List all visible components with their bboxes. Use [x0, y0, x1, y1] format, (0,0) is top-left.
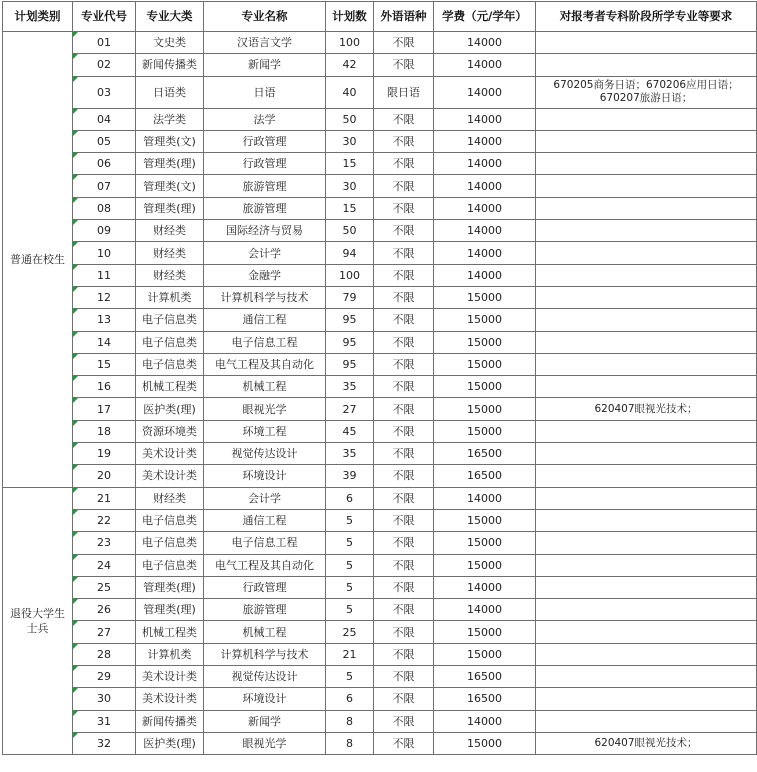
major-name-cell: 新闻学: [204, 710, 326, 732]
major-code-cell: 17: [73, 398, 136, 420]
major-code-cell: 21: [73, 487, 136, 509]
foreign-language-cell: 不限: [374, 710, 434, 732]
requirements-cell: [536, 666, 757, 688]
requirements-cell: [536, 175, 757, 197]
table-body: [3, 32, 757, 755]
foreign-language-cell: 不限: [374, 509, 434, 531]
requirements-cell: 620407眼视光技术；: [536, 732, 757, 754]
major-class-cell: 计算机类: [136, 643, 204, 665]
major-name-cell: 环境设计: [204, 465, 326, 487]
major-name-cell: 通信工程: [204, 309, 326, 331]
major-code-cell: 27: [73, 621, 136, 643]
plan-count-cell: 5: [326, 532, 374, 554]
major-class-cell: 管理类(文): [136, 130, 204, 152]
major-class-cell: 管理类(文): [136, 175, 204, 197]
table-row: [3, 220, 757, 242]
tuition-cell: 15000: [434, 331, 536, 353]
requirements-cell: [536, 309, 757, 331]
major-code-cell: 01: [73, 32, 136, 54]
plan-count-cell: 39: [326, 465, 374, 487]
plan-count-cell: 94: [326, 242, 374, 264]
foreign-language-cell: 不限: [374, 108, 434, 130]
major-code-cell: 05: [73, 130, 136, 152]
major-name-cell: 电气工程及其自动化: [204, 554, 326, 576]
tuition-cell: 15000: [434, 554, 536, 576]
major-code-cell: 32: [73, 732, 136, 754]
requirements-cell: [536, 220, 757, 242]
tuition-cell: 15000: [434, 398, 536, 420]
foreign-language-cell: 不限: [374, 554, 434, 576]
plan-count-cell: 45: [326, 420, 374, 442]
table-row: [3, 576, 757, 598]
major-name-cell: 视觉传达设计: [204, 666, 326, 688]
header-plan-category: 计划类别: [3, 2, 73, 32]
tuition-cell: 14000: [434, 710, 536, 732]
table-row: [3, 666, 757, 688]
major-name-cell: 日语: [204, 76, 326, 108]
table-row: [3, 264, 757, 286]
table-row: [3, 443, 757, 465]
major-name-cell: 旅游管理: [204, 599, 326, 621]
table-row: [3, 398, 757, 420]
major-name-cell: 旅游管理: [204, 197, 326, 219]
requirements-cell: [536, 197, 757, 219]
foreign-language-cell: 不限: [374, 153, 434, 175]
foreign-language-cell: 不限: [374, 376, 434, 398]
major-code-cell: 11: [73, 264, 136, 286]
tuition-cell: 14000: [434, 487, 536, 509]
requirements-cell: [536, 353, 757, 375]
major-code-cell: 02: [73, 54, 136, 76]
table-row: [3, 76, 757, 108]
major-name-cell: 通信工程: [204, 509, 326, 531]
major-code-cell: 25: [73, 576, 136, 598]
foreign-language-cell: 不限: [374, 532, 434, 554]
foreign-language-cell: 不限: [374, 286, 434, 308]
tuition-cell: 14000: [434, 130, 536, 152]
major-name-cell: 旅游管理: [204, 175, 326, 197]
requirements-cell: [536, 153, 757, 175]
major-code-cell: 28: [73, 643, 136, 665]
foreign-language-cell: 不限: [374, 487, 434, 509]
major-code-cell: 08: [73, 197, 136, 219]
requirements-cell: [536, 130, 757, 152]
tuition-cell: 15000: [434, 376, 536, 398]
table-row: [3, 353, 757, 375]
major-class-cell: 财经类: [136, 220, 204, 242]
major-class-cell: 管理类(理): [136, 599, 204, 621]
foreign-language-cell: 不限: [374, 643, 434, 665]
major-code-cell: 13: [73, 309, 136, 331]
major-class-cell: 电子信息类: [136, 353, 204, 375]
header-row: [3, 2, 757, 32]
requirements-cell: [536, 688, 757, 710]
major-name-cell: 计算机科学与技术: [204, 643, 326, 665]
table-row: [3, 420, 757, 442]
tuition-cell: 14000: [434, 54, 536, 76]
major-code-cell: 29: [73, 666, 136, 688]
foreign-language-cell: 不限: [374, 599, 434, 621]
table-row: [3, 710, 757, 732]
major-class-cell: 财经类: [136, 264, 204, 286]
plan-count-cell: 8: [326, 710, 374, 732]
table-row: [3, 688, 757, 710]
plan-count-cell: 50: [326, 220, 374, 242]
major-name-cell: 眼视光学: [204, 732, 326, 754]
major-name-cell: 行政管理: [204, 153, 326, 175]
major-class-cell: 电子信息类: [136, 509, 204, 531]
requirements-cell: [536, 643, 757, 665]
tuition-cell: 14000: [434, 264, 536, 286]
plan-count-cell: 6: [326, 688, 374, 710]
major-class-cell: 财经类: [136, 242, 204, 264]
plan-count-cell: 15: [326, 153, 374, 175]
table-row: [3, 130, 757, 152]
requirements-cell: [536, 376, 757, 398]
tuition-cell: 14000: [434, 76, 536, 108]
tuition-cell: 14000: [434, 576, 536, 598]
plan-count-cell: 100: [326, 32, 374, 54]
major-class-cell: 管理类(理): [136, 197, 204, 219]
major-code-cell: 06: [73, 153, 136, 175]
major-code-cell: 19: [73, 443, 136, 465]
major-name-cell: 机械工程: [204, 621, 326, 643]
major-code-cell: 18: [73, 420, 136, 442]
major-name-cell: 金融学: [204, 264, 326, 286]
table-row: [3, 621, 757, 643]
major-class-cell: 美术设计类: [136, 443, 204, 465]
major-class-cell: 日语类: [136, 76, 204, 108]
major-code-cell: 09: [73, 220, 136, 242]
requirements-cell: [536, 443, 757, 465]
foreign-language-cell: 不限: [374, 242, 434, 264]
tuition-cell: 16500: [434, 465, 536, 487]
plan-count-cell: 35: [326, 443, 374, 465]
plan-count-cell: 100: [326, 264, 374, 286]
header-major-code: 专业代号: [73, 2, 136, 32]
major-code-cell: 14: [73, 331, 136, 353]
tuition-cell: 14000: [434, 197, 536, 219]
table-row: [3, 108, 757, 130]
table-row: [3, 242, 757, 264]
requirements-cell: [536, 264, 757, 286]
major-code-cell: 23: [73, 532, 136, 554]
plan-category-cell: 退役大学生士兵: [3, 487, 73, 755]
major-name-cell: 电子信息工程: [204, 331, 326, 353]
requirements-cell: [536, 554, 757, 576]
plan-count-cell: 40: [326, 76, 374, 108]
tuition-cell: 15000: [434, 420, 536, 442]
table-row: [3, 509, 757, 531]
requirements-cell: [536, 32, 757, 54]
tuition-cell: 15000: [434, 621, 536, 643]
major-name-cell: 会计学: [204, 242, 326, 264]
tuition-cell: 15000: [434, 532, 536, 554]
table-row: [3, 643, 757, 665]
foreign-language-cell: 不限: [374, 465, 434, 487]
table-row: [3, 554, 757, 576]
major-name-cell: 会计学: [204, 487, 326, 509]
requirements-cell: [536, 509, 757, 531]
foreign-language-cell: 不限: [374, 32, 434, 54]
major-name-cell: 计算机科学与技术: [204, 286, 326, 308]
table-row: [3, 309, 757, 331]
foreign-language-cell: 不限: [374, 576, 434, 598]
tuition-cell: 15000: [434, 643, 536, 665]
tuition-cell: 14000: [434, 599, 536, 621]
foreign-language-cell: 不限: [374, 398, 434, 420]
requirements-cell: [536, 576, 757, 598]
foreign-language-cell: 不限: [374, 666, 434, 688]
tuition-cell: 16500: [434, 688, 536, 710]
requirements-cell: 670205商务日语；670206应用日语；670207旅游日语；: [536, 76, 757, 108]
foreign-language-cell: 不限: [374, 264, 434, 286]
major-code-cell: 12: [73, 286, 136, 308]
plan-count-cell: 5: [326, 509, 374, 531]
major-name-cell: 眼视光学: [204, 398, 326, 420]
foreign-language-cell: 不限: [374, 130, 434, 152]
plan-count-cell: 30: [326, 130, 374, 152]
plan-count-cell: 5: [326, 599, 374, 621]
major-class-cell: 美术设计类: [136, 666, 204, 688]
requirements-cell: [536, 108, 757, 130]
requirements-cell: [536, 621, 757, 643]
major-name-cell: 机械工程: [204, 376, 326, 398]
plan-count-cell: 25: [326, 621, 374, 643]
plan-count-cell: 95: [326, 309, 374, 331]
foreign-language-cell: 不限: [374, 621, 434, 643]
major-code-cell: 26: [73, 599, 136, 621]
major-class-cell: 医护类(理): [136, 398, 204, 420]
tuition-cell: 15000: [434, 309, 536, 331]
major-class-cell: 新闻传播类: [136, 54, 204, 76]
major-code-cell: 20: [73, 465, 136, 487]
table-row: [3, 175, 757, 197]
major-class-cell: 美术设计类: [136, 688, 204, 710]
table-row: [3, 286, 757, 308]
major-code-cell: 16: [73, 376, 136, 398]
table-row: [3, 32, 757, 54]
requirements-cell: [536, 710, 757, 732]
foreign-language-cell: 不限: [374, 175, 434, 197]
plan-count-cell: 95: [326, 331, 374, 353]
foreign-language-cell: 限日语: [374, 76, 434, 108]
plan-count-cell: 5: [326, 576, 374, 598]
tuition-cell: 14000: [434, 242, 536, 264]
foreign-language-cell: 不限: [374, 732, 434, 754]
requirements-cell: [536, 487, 757, 509]
foreign-language-cell: 不限: [374, 688, 434, 710]
table-row: [3, 153, 757, 175]
header-requirements: 对报考者专科阶段所学专业等要求: [536, 2, 757, 32]
enrollment-plan-table: [2, 1, 757, 755]
major-code-cell: 15: [73, 353, 136, 375]
major-class-cell: 管理类(理): [136, 576, 204, 598]
table-row: [3, 487, 757, 509]
requirements-cell: [536, 242, 757, 264]
tuition-cell: 16500: [434, 666, 536, 688]
major-class-cell: 财经类: [136, 487, 204, 509]
plan-category-cell: 普通在校生: [3, 32, 73, 488]
major-class-cell: 文史类: [136, 32, 204, 54]
major-class-cell: 电子信息类: [136, 331, 204, 353]
major-name-cell: 电子信息工程: [204, 532, 326, 554]
requirements-cell: [536, 532, 757, 554]
plan-count-cell: 6: [326, 487, 374, 509]
table-row: [3, 331, 757, 353]
requirements-cell: [536, 465, 757, 487]
foreign-language-cell: 不限: [374, 420, 434, 442]
tuition-cell: 14000: [434, 153, 536, 175]
major-name-cell: 国际经济与贸易: [204, 220, 326, 242]
plan-count-cell: 50: [326, 108, 374, 130]
tuition-cell: 14000: [434, 175, 536, 197]
foreign-language-cell: 不限: [374, 443, 434, 465]
plan-count-cell: 27: [326, 398, 374, 420]
major-code-cell: 24: [73, 554, 136, 576]
table-row: [3, 465, 757, 487]
table-row: [3, 197, 757, 219]
major-class-cell: 计算机类: [136, 286, 204, 308]
header-plan-count: 计划数: [326, 2, 374, 32]
major-code-cell: 04: [73, 108, 136, 130]
major-name-cell: 视觉传达设计: [204, 443, 326, 465]
plan-count-cell: 30: [326, 175, 374, 197]
plan-count-cell: 8: [326, 732, 374, 754]
plan-count-cell: 15: [326, 197, 374, 219]
major-name-cell: 法学: [204, 108, 326, 130]
foreign-language-cell: 不限: [374, 197, 434, 219]
tuition-cell: 15000: [434, 286, 536, 308]
foreign-language-cell: 不限: [374, 353, 434, 375]
foreign-language-cell: 不限: [374, 220, 434, 242]
requirements-cell: [536, 331, 757, 353]
major-class-cell: 电子信息类: [136, 309, 204, 331]
table-row: [3, 376, 757, 398]
major-class-cell: 资源环境类: [136, 420, 204, 442]
tuition-cell: 14000: [434, 32, 536, 54]
plan-count-cell: 42: [326, 54, 374, 76]
major-code-cell: 03: [73, 76, 136, 108]
major-class-cell: 美术设计类: [136, 465, 204, 487]
tuition-cell: 15000: [434, 353, 536, 375]
header-major-class: 专业大类: [136, 2, 204, 32]
requirements-cell: [536, 54, 757, 76]
table-row: [3, 599, 757, 621]
major-name-cell: 汉语言文学: [204, 32, 326, 54]
requirements-cell: [536, 599, 757, 621]
requirements-cell: [536, 286, 757, 308]
table-row: [3, 54, 757, 76]
major-name-cell: 新闻学: [204, 54, 326, 76]
plan-count-cell: 35: [326, 376, 374, 398]
tuition-cell: 14000: [434, 220, 536, 242]
tuition-cell: 14000: [434, 108, 536, 130]
header-major-name: 专业名称: [204, 2, 326, 32]
major-class-cell: 电子信息类: [136, 554, 204, 576]
major-class-cell: 法学类: [136, 108, 204, 130]
plan-count-cell: 79: [326, 286, 374, 308]
major-name-cell: 环境设计: [204, 688, 326, 710]
major-class-cell: 管理类(理): [136, 153, 204, 175]
requirements-cell: [536, 420, 757, 442]
plan-count-cell: 5: [326, 554, 374, 576]
major-code-cell: 07: [73, 175, 136, 197]
major-class-cell: 新闻传播类: [136, 710, 204, 732]
tuition-cell: 16500: [434, 443, 536, 465]
table-row: [3, 732, 757, 754]
plan-count-cell: 5: [326, 666, 374, 688]
plan-count-cell: 95: [326, 353, 374, 375]
major-name-cell: 行政管理: [204, 130, 326, 152]
tuition-cell: 15000: [434, 509, 536, 531]
major-name-cell: 行政管理: [204, 576, 326, 598]
foreign-language-cell: 不限: [374, 331, 434, 353]
requirements-cell: 620407眼视光技术；: [536, 398, 757, 420]
major-class-cell: 机械工程类: [136, 376, 204, 398]
major-class-cell: 电子信息类: [136, 532, 204, 554]
major-code-cell: 30: [73, 688, 136, 710]
tuition-cell: 15000: [434, 732, 536, 754]
foreign-language-cell: 不限: [374, 54, 434, 76]
major-code-cell: 31: [73, 710, 136, 732]
plan-count-cell: 21: [326, 643, 374, 665]
major-class-cell: 医护类(理): [136, 732, 204, 754]
header-tuition: 学费（元/学年）: [434, 2, 536, 32]
table-row: [3, 532, 757, 554]
header-foreign-language: 外语语种: [374, 2, 434, 32]
major-class-cell: 机械工程类: [136, 621, 204, 643]
major-code-cell: 10: [73, 242, 136, 264]
major-code-cell: 22: [73, 509, 136, 531]
foreign-language-cell: 不限: [374, 309, 434, 331]
major-name-cell: 电气工程及其自动化: [204, 353, 326, 375]
major-name-cell: 环境工程: [204, 420, 326, 442]
